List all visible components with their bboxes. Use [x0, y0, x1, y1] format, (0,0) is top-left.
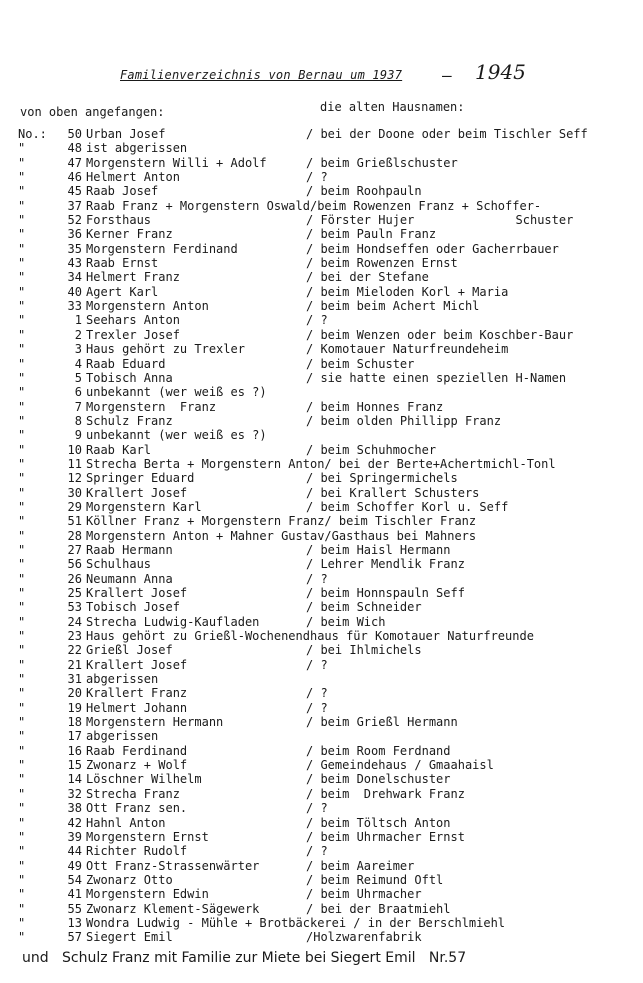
row-mark: "	[18, 600, 26, 615]
house-number: 48	[67, 141, 82, 156]
house-name: / ?	[306, 801, 328, 816]
list-item	[0, 873, 643, 887]
list-item	[0, 443, 643, 457]
row-mark: "	[18, 586, 26, 600]
house-name: / ?	[306, 657, 328, 672]
house-name: / beim Uhrmacher	[306, 887, 422, 902]
house-number: 3	[74, 342, 82, 357]
title-dash: —	[442, 66, 452, 85]
family-name: Köllner Franz + Morgenstern Franz/ beim Tischler Franz	[86, 514, 477, 529]
row-mark: "	[18, 413, 26, 428]
row-mark: "	[18, 672, 26, 687]
house-number: 15	[67, 758, 82, 773]
family-name: Seehars Anton	[86, 313, 180, 328]
list-item	[0, 801, 643, 815]
house-name: / beim Aareimer	[306, 858, 415, 873]
row-mark: "	[18, 887, 26, 902]
house-name: / Förster Hujer Schuster	[306, 213, 574, 228]
family-name: Raab Ferdinand	[86, 743, 188, 758]
family-name: unbekannt (wer weiß es ?)	[86, 428, 267, 443]
house-number: 8	[74, 413, 82, 428]
row-mark: "	[18, 485, 26, 500]
row-mark: "	[18, 557, 26, 572]
family-name: Neumann Anna	[86, 571, 173, 586]
family-name: Ott Franz-Strassenwärter	[86, 858, 260, 873]
house-name: / beim Schneider	[306, 600, 422, 615]
family-name: Krallert Josef	[86, 586, 188, 600]
list-item	[0, 686, 643, 700]
house-number: 41	[67, 887, 82, 902]
row-mark: "	[18, 629, 26, 644]
house-number: 14	[67, 772, 82, 787]
house-number: 43	[67, 256, 82, 271]
footer-word-siegert: Siegert Emil	[330, 950, 416, 966]
list-item	[0, 486, 643, 500]
list-item	[0, 199, 643, 213]
house-number: 11	[67, 456, 82, 471]
house-number: 51	[67, 514, 82, 529]
list-item	[0, 170, 643, 184]
house-number: 6	[74, 385, 82, 400]
house-name: / beim Pauln Franz	[306, 227, 437, 242]
family-name: Tobisch Josef	[86, 600, 180, 615]
family-name: Urban Josef	[86, 127, 166, 141]
row-mark: "	[18, 614, 26, 629]
list-item	[0, 357, 643, 371]
house-number: 33	[67, 299, 82, 314]
list-item	[0, 916, 643, 930]
row-mark: "	[18, 715, 26, 730]
house-name: / ?	[306, 170, 328, 185]
house-number: 19	[67, 700, 82, 715]
house-name: / beim beim Achert Michl	[306, 299, 480, 314]
list-item	[0, 500, 643, 514]
family-name: Haus gehört zu Trexler	[86, 342, 245, 357]
house-number: 56	[67, 557, 82, 572]
list-item	[0, 557, 643, 571]
list-item	[0, 930, 643, 944]
house-name: / bei der Stefane	[306, 270, 429, 285]
house-name: / beim Grießlschuster	[306, 155, 458, 170]
house-number: 27	[67, 542, 82, 557]
row-mark: "	[18, 786, 26, 801]
row-mark: "	[18, 514, 26, 529]
family-name: Strecha Ludwig-Kaufladen	[86, 614, 260, 629]
house-name: / beim Wenzen oder beim Koschber-Baur	[306, 327, 574, 342]
house-number: 55	[67, 901, 82, 916]
house-number: 1	[74, 313, 82, 328]
list-item	[0, 514, 643, 528]
family-name: Springer Eduard	[86, 471, 195, 486]
house-name: / beim Töltsch Anton	[306, 815, 451, 830]
house-number: 30	[67, 485, 82, 500]
list-item	[0, 543, 643, 557]
family-name: Morgenstern Willi + Adolf	[86, 155, 267, 170]
list-item	[0, 744, 643, 758]
family-name: Morgenstern Karl	[86, 499, 202, 514]
house-number: 21	[67, 657, 82, 672]
house-number: 53	[67, 600, 82, 615]
row-mark: "	[18, 342, 26, 357]
house-name: / beim Rowenzen Ernst	[306, 256, 458, 271]
house-number: 18	[67, 715, 82, 730]
list-item	[0, 887, 643, 901]
house-name: / ?	[306, 700, 328, 715]
family-name: abgerissen	[86, 672, 159, 687]
family-name: Helmert Franz	[86, 270, 180, 285]
house-number: 5	[74, 370, 82, 385]
list-item	[0, 285, 643, 299]
list-item	[0, 414, 643, 428]
family-name: Raab Josef	[86, 184, 159, 199]
right-heading: die alten Hausnamen:	[320, 100, 465, 114]
list-item	[0, 729, 643, 743]
house-name: / beim Schuhmocher	[306, 442, 437, 457]
row-mark: "	[18, 284, 26, 299]
house-number: 9	[74, 428, 82, 443]
house-number: 26	[67, 571, 82, 586]
house-name: / beim Schuster	[306, 356, 415, 371]
row-mark: "	[18, 299, 26, 314]
title-year: 1945	[475, 60, 526, 84]
family-name: Morgenstern Ferdinand	[86, 241, 238, 256]
family-name: Tobisch Anna	[86, 370, 173, 385]
row-mark: "	[18, 471, 26, 486]
row-mark: "	[18, 743, 26, 758]
row-mark: "	[18, 858, 26, 873]
row-mark: "	[18, 270, 26, 285]
house-number: 52	[67, 213, 82, 228]
house-name: / beim Wich	[306, 614, 386, 629]
house-name: / ?	[306, 571, 328, 586]
row-mark: "	[18, 241, 26, 256]
family-name: Morgenstern Anton	[86, 299, 209, 314]
family-name: Grießl Josef	[86, 643, 173, 658]
left-heading: von oben angefangen:	[20, 105, 165, 119]
house-name: / bei Springermichels	[306, 471, 458, 486]
row-mark: "	[18, 801, 26, 816]
family-list	[0, 127, 643, 945]
family-name: Richter Rudolf	[86, 844, 188, 859]
row-mark: "	[18, 643, 26, 658]
list-item	[0, 242, 643, 256]
house-name: / beim olden Phillipp Franz	[306, 413, 502, 428]
row-mark: "	[18, 729, 26, 744]
row-mark: "	[18, 499, 26, 514]
row-mark: "	[18, 256, 26, 271]
list-item	[0, 213, 643, 227]
family-name: Kerner Franz	[86, 227, 173, 242]
row-mark: "	[18, 184, 26, 199]
list-item	[0, 672, 643, 686]
family-name: Morgenstern Franz	[86, 399, 217, 414]
family-name: Forsthaus	[86, 213, 152, 228]
list-item	[0, 141, 643, 155]
list-item	[0, 342, 643, 356]
house-name: / beim Room Ferdnand	[306, 743, 451, 758]
row-mark: "	[18, 872, 26, 887]
family-name: Raab Ernst	[86, 256, 159, 271]
list-item	[0, 787, 643, 801]
house-name: / beim Haisl Hermann	[306, 542, 451, 557]
list-item	[0, 844, 643, 858]
row-mark: "	[18, 700, 26, 715]
list-item	[0, 715, 643, 729]
family-name: Siegert Emil	[86, 930, 173, 945]
family-name: Strecha Berta + Morgenstern Anton/ bei der Berte+Achertmichl-Tonl	[86, 456, 556, 471]
house-name: / beim Grießl Hermann	[306, 715, 458, 730]
house-number: 35	[67, 241, 82, 256]
row-mark: "	[18, 141, 26, 156]
house-number: 38	[67, 801, 82, 816]
footer-note	[22, 950, 466, 966]
list-item	[0, 615, 643, 629]
row-mark: "	[18, 528, 26, 543]
family-name: Morgenstern Ernst	[86, 829, 209, 844]
family-name: Krallert Franz	[86, 686, 188, 701]
list-item	[0, 902, 643, 916]
list-item	[0, 184, 643, 198]
list-item	[0, 371, 643, 385]
house-name: / beim Drehwark Franz	[306, 786, 465, 801]
house-name: / beim Uhrmacher Ernst	[306, 829, 465, 844]
title-block	[120, 60, 560, 100]
house-name: / beim Honnes Franz	[306, 399, 444, 414]
house-number: 29	[67, 499, 82, 514]
family-name: Helmert Johann	[86, 700, 188, 715]
family-name: unbekannt (wer weiß es ?)	[86, 385, 267, 400]
family-name: Wondra Ludwig - Mühle + Brotbäckerei / in der Berschlmiehl	[86, 915, 506, 930]
row-mark: "	[18, 385, 26, 400]
family-name: Raab Karl	[86, 442, 152, 457]
house-number: 4	[74, 356, 82, 371]
row-mark: "	[18, 428, 26, 443]
family-name: Raab Hermann	[86, 542, 173, 557]
house-name: / bei Ihlmichels	[306, 643, 422, 658]
row-mark: "	[18, 542, 26, 557]
footer-word-schulz: Schulz	[62, 950, 108, 966]
list-item	[0, 471, 643, 485]
house-number: 40	[67, 284, 82, 299]
house-name: / bei der Doone oder beim Tischler Seff	[306, 127, 588, 141]
house-number: 12	[67, 471, 82, 486]
list-item	[0, 227, 643, 241]
row-mark: "	[18, 227, 26, 242]
house-number: 47	[67, 155, 82, 170]
row-mark: "	[18, 442, 26, 457]
row-mark: "	[18, 155, 26, 170]
row-mark: "	[18, 313, 26, 328]
house-name: / beim Roohpauln	[306, 184, 422, 199]
house-number: 34	[67, 270, 82, 285]
footer-text: Franz mit Familie zur Miete bei	[112, 950, 327, 966]
house-number: 50	[67, 127, 82, 141]
house-number: 37	[67, 198, 82, 213]
row-mark: "	[18, 170, 26, 185]
row-mark: "	[18, 844, 26, 859]
list-item	[0, 400, 643, 414]
house-name: / ?	[306, 686, 328, 701]
row-mark: "	[18, 930, 26, 945]
house-name: /Holzwarenfabrik	[306, 930, 422, 945]
list-item	[0, 600, 643, 614]
house-name: / beim Mieloden Korl + Maria	[306, 284, 509, 299]
row-mark: "	[18, 915, 26, 930]
house-number: 16	[67, 743, 82, 758]
list-item	[0, 643, 643, 657]
list-item	[0, 328, 643, 342]
house-number: 44	[67, 844, 82, 859]
list-item	[0, 127, 643, 141]
house-number: 45	[67, 184, 82, 199]
list-item	[0, 816, 643, 830]
house-number: 36	[67, 227, 82, 242]
list-item	[0, 428, 643, 442]
row-mark: "	[18, 198, 26, 213]
row-mark: "	[18, 327, 26, 342]
family-name: Haus gehört zu Grießl-Wochenendhaus für Komotauer Naturfreunde	[86, 629, 534, 644]
house-name: / sie hatte einen speziellen H-Namen	[306, 370, 567, 385]
house-number: 49	[67, 858, 82, 873]
family-name: Zwonarz Otto	[86, 872, 173, 887]
family-name: Zwonarz + Wolf	[86, 758, 188, 773]
house-number: 17	[67, 729, 82, 744]
list-item	[0, 457, 643, 471]
house-number: 20	[67, 686, 82, 701]
row-mark: "	[18, 758, 26, 773]
list-item	[0, 758, 643, 772]
house-number: 7	[74, 399, 82, 414]
house-number: 10	[67, 442, 82, 457]
house-number: 23	[67, 629, 82, 644]
row-mark: "	[18, 686, 26, 701]
family-name: Löschner Wilhelm	[86, 772, 202, 787]
list-item	[0, 256, 643, 270]
list-item	[0, 830, 643, 844]
family-name: Krallert Josef	[86, 485, 188, 500]
list-item	[0, 385, 643, 399]
family-name: Morgenstern Edwin	[86, 887, 209, 902]
list-item	[0, 572, 643, 586]
row-mark: "	[18, 829, 26, 844]
family-name: Raab Eduard	[86, 356, 166, 371]
house-number: 22	[67, 643, 82, 658]
list-item	[0, 658, 643, 672]
house-name: / Gemeindehaus / Gmaahaisl	[306, 758, 494, 773]
house-number: 25	[67, 586, 82, 600]
row-mark: "	[18, 213, 26, 228]
family-name: abgerissen	[86, 729, 159, 744]
house-number: 39	[67, 829, 82, 844]
footer-word-und: und	[22, 950, 49, 966]
row-mark: "	[18, 399, 26, 414]
family-name: Morgenstern Hermann	[86, 715, 224, 730]
house-number: 24	[67, 614, 82, 629]
row-mark: "	[18, 772, 26, 787]
family-name: Ott Franz sen.	[86, 801, 188, 816]
house-name: / beim Donelschuster	[306, 772, 451, 787]
family-name: Trexler Josef	[86, 327, 180, 342]
row-mark: "	[18, 815, 26, 830]
family-name: Agert Karl	[86, 284, 159, 299]
family-name: Hahnl Anton	[86, 815, 166, 830]
house-name: / ?	[306, 313, 328, 328]
house-number: 13	[67, 915, 82, 930]
list-item	[0, 270, 643, 284]
document-title: Familienverzeichnis von Bernau um 1937	[120, 68, 403, 82]
family-name: ist abgerissen	[86, 141, 188, 156]
house-number: 57	[67, 930, 82, 945]
list-item	[0, 586, 643, 600]
family-name: Schulhaus	[86, 557, 152, 572]
row-mark: "	[18, 901, 26, 916]
house-name: / beim Schoffer Korl u. Seff	[306, 499, 509, 514]
list-item	[0, 156, 643, 170]
row-mark: "	[18, 571, 26, 586]
house-number: 2	[74, 327, 82, 342]
row-mark: No.:	[18, 127, 47, 141]
row-mark: "	[18, 456, 26, 471]
list-item	[0, 772, 643, 786]
list-item	[0, 859, 643, 873]
row-mark: "	[18, 356, 26, 371]
family-name: Raab Franz + Morgenstern Oswald/beim Rowenzen Franz + Schoffer-	[86, 198, 542, 213]
house-name: / beim Honnspauln Seff	[306, 586, 465, 600]
house-name: / Komotauer Naturfreundeheim	[306, 342, 509, 357]
list-item	[0, 313, 643, 327]
family-name: Zwonarz Klement-Sägewerk	[86, 901, 260, 916]
footer-nr: Nr.57	[428, 950, 467, 966]
list-item	[0, 629, 643, 643]
list-item	[0, 299, 643, 313]
house-name: / bei Krallert Schusters	[306, 485, 480, 500]
row-mark: "	[18, 370, 26, 385]
list-item	[0, 529, 643, 543]
list-item	[0, 701, 643, 715]
house-name: / beim Reimund Oftl	[306, 872, 444, 887]
house-name: / beim Hondseffen oder Gacherrbauer	[306, 241, 559, 256]
house-number: 31	[67, 672, 82, 687]
family-name: Strecha Franz	[86, 786, 180, 801]
row-mark: "	[18, 657, 26, 672]
family-name: Morgenstern Anton + Mahner Gustav/Gasthaus bei Mahners	[86, 528, 477, 543]
house-name: / ?	[306, 844, 328, 859]
house-number: 32	[67, 786, 82, 801]
house-number: 28	[67, 528, 82, 543]
family-name: Schulz Franz	[86, 413, 173, 428]
house-name: / Lehrer Mendlik Franz	[306, 557, 465, 572]
house-number: 54	[67, 872, 82, 887]
family-name: Helmert Anton	[86, 170, 180, 185]
house-number: 46	[67, 170, 82, 185]
house-name: / bei der Braatmiehl	[306, 901, 451, 916]
house-number: 42	[67, 815, 82, 830]
family-name: Krallert Josef	[86, 657, 188, 672]
